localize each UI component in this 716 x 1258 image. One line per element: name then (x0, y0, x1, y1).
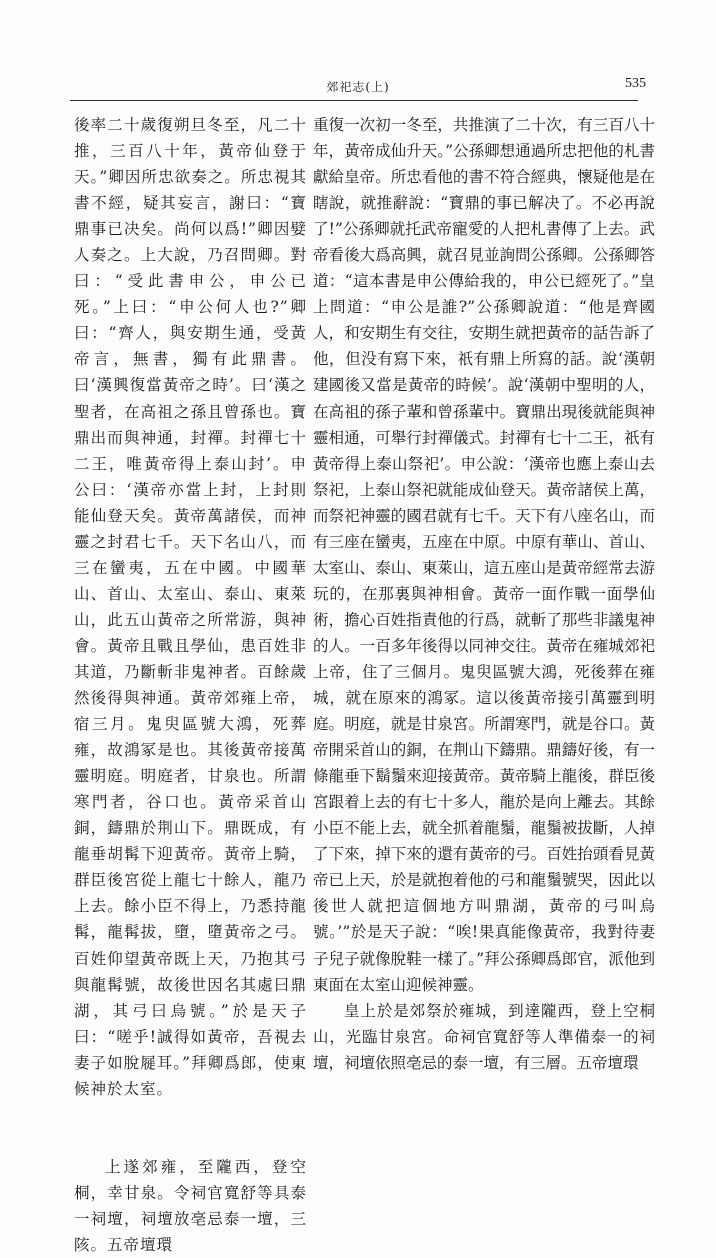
classical-paragraph-1: 後率二十歲復朔旦冬至，凡二十推，三百八十年，黃帝仙登于天。”卿因所忠欲奏之。所忠視其書不經，疑其妄言，謝曰：“寶鼎事已决矣。尚何以爲!”卿因嬖人奏之。上大說，乃召問卿。對曰：“受此書申公，申公已死。”上曰：“申公何人也?”卿曰：“齊人，與安期生通，受黃帝言，無書，獨有此鼎書。曰‘漢興復當黃帝之時’。曰‘漢之聖者，在高祖之孫且曾孫也。寶鼎出而與神通，封禪。封禪七十二王，唯黃帝得上泰山封’。申公曰：‘漢帝亦當上封，上封則能仙登天矣。黃帝萬諸侯，而神靈之封君七千。天下名山八，而三在蠻夷，五在中國。中國華山、首山、太室山、泰山、東萊山，此五山黃帝之所常游，與神會。黃帝且戰且學仙，患百姓非其道，乃斷斬非鬼神者。百餘歲然後得與神通。黃帝郊雍上帝，宿三月。鬼臾區號大鴻，死葬雍，故鴻冢是也。其後黃帝接萬靈明庭。明庭者，甘泉也。所謂寒門者，谷口也。黃帝采首山銅，鑄鼎於荆山下。鼎既成，有龍垂胡髯下迎黃帝。黃帝上騎，群臣後宮從上龍七十餘人，龍乃上去。餘小臣不得上，乃悉持龍髯，龍髯拔，墮，墮黃帝之弓。百姓仰望黃帝既上天，乃抱其弓與龍髯號，故後世因名其處曰鼎湖，其弓曰烏號。”於是天子曰：“嗟乎!誠得如黃帝，吾視去妻子如脫屣耳。”拜卿爲郎，使東候神於太室。 (74, 116, 307, 1098)
translation-column (313, 112, 655, 1076)
page-number: 535 (625, 76, 646, 91)
classical-paragraph-2: 上遂郊雍，至隴西，登空桐，幸甘泉。令祠官寬舒等具泰一祠壇，祠壇放亳忌泰一壇，三陔。五帝壇環 (74, 1157, 307, 1254)
header-rule (70, 100, 638, 101)
translation-paragraph-1: 重復一次初一冬至，共推演了二十次，有三百八十年，黃帝成仙升天。”公孫卿想通過所忠把他的札書獻給皇帝。所忠看他的書不符合經典，懷疑他是在瞎說，就推辭說：“寶鼎的事已解决了。不必再說了!”公孫卿就托武帝寵愛的人把札書傳了上去。武帝看後大爲高興，就召見並詢問公孫卿。公孫卿答道：“這本書是申公傳給我的，申公已經死了。”皇上問道：“申公是誰?”公孫卿說道：“他是齊國人，和安期生有交往，安期生就把黃帝的話告訴了他，但没有寫下來，祇有鼎上所寫的話。說‘漢朝建國後又當是黃帝的時候’。說‘漢朝中聖明的人，在高祖的孫子輩和曾孫輩中。寶鼎出現後就能與神靈相通，可舉行封禪儀式。封禪有七十二王，祇有黃帝得上泰山祭祀’。申公說：‘漢帝也應上泰山去祭祀，上泰山祭祀就能成仙登天。黃帝諸侯上萬，而祭祀神靈的國君就有七千。天下有八座名山，而有三座在蠻夷，五座在中原。中原有華山、首山、太室山、泰山、東萊山，這五座山是黃帝經常去游玩的，在那裏與神相會。黃帝一面作戰一面學仙術，擔心百姓指責他的行爲，就斬了那些非議鬼神的人。一百多年後得以同神交往。黃帝在雍城郊祀上帝，住了三個月。鬼臾區號大鴻，死後葬在雍城，就在原來的鴻冢。這以後黃帝接引萬靈到明庭。明庭，就是甘泉宮。所謂寒門，就是谷口。黃帝開采首山的銅，在荆山下鑄鼎。鼎鑄好後，有一條龍垂下鬍鬚來迎接黃帝。黃帝騎上龍後，群臣後宮跟着上去的有七十多人，龍於是向上離去。其餘小臣不能上去，就全抓着龍鬚，龍鬚被拔斷，人掉了下來，掉下來的還有黃帝的弓。百姓抬頭看見黃帝已上天，於是就抱着他的弓和龍鬚號哭，因此以後世人就把這個地方叫鼎湖，黃帝的弓叫烏號。’”於是天子說：“唉!果真能像黃帝，我對待妻子兒子就像脫鞋一樣了。”拜公孫卿爲郎官，派他到東面在太室山迎候神靈。 (313, 116, 655, 994)
paragraph-gap (74, 1102, 307, 1154)
running-title: 郊祀志(上) (326, 80, 390, 94)
translation-paragraph-2: 皇上於是郊祭於雍城，到達隴西，登上空桐山，光臨甘泉宮。命祠官寬舒等人準備泰一的祠壇，祠壇依照亳忌的泰一壇，有三層。五帝壇環 (313, 1001, 655, 1072)
classical-text-column (74, 112, 307, 1258)
page-header (70, 78, 646, 102)
